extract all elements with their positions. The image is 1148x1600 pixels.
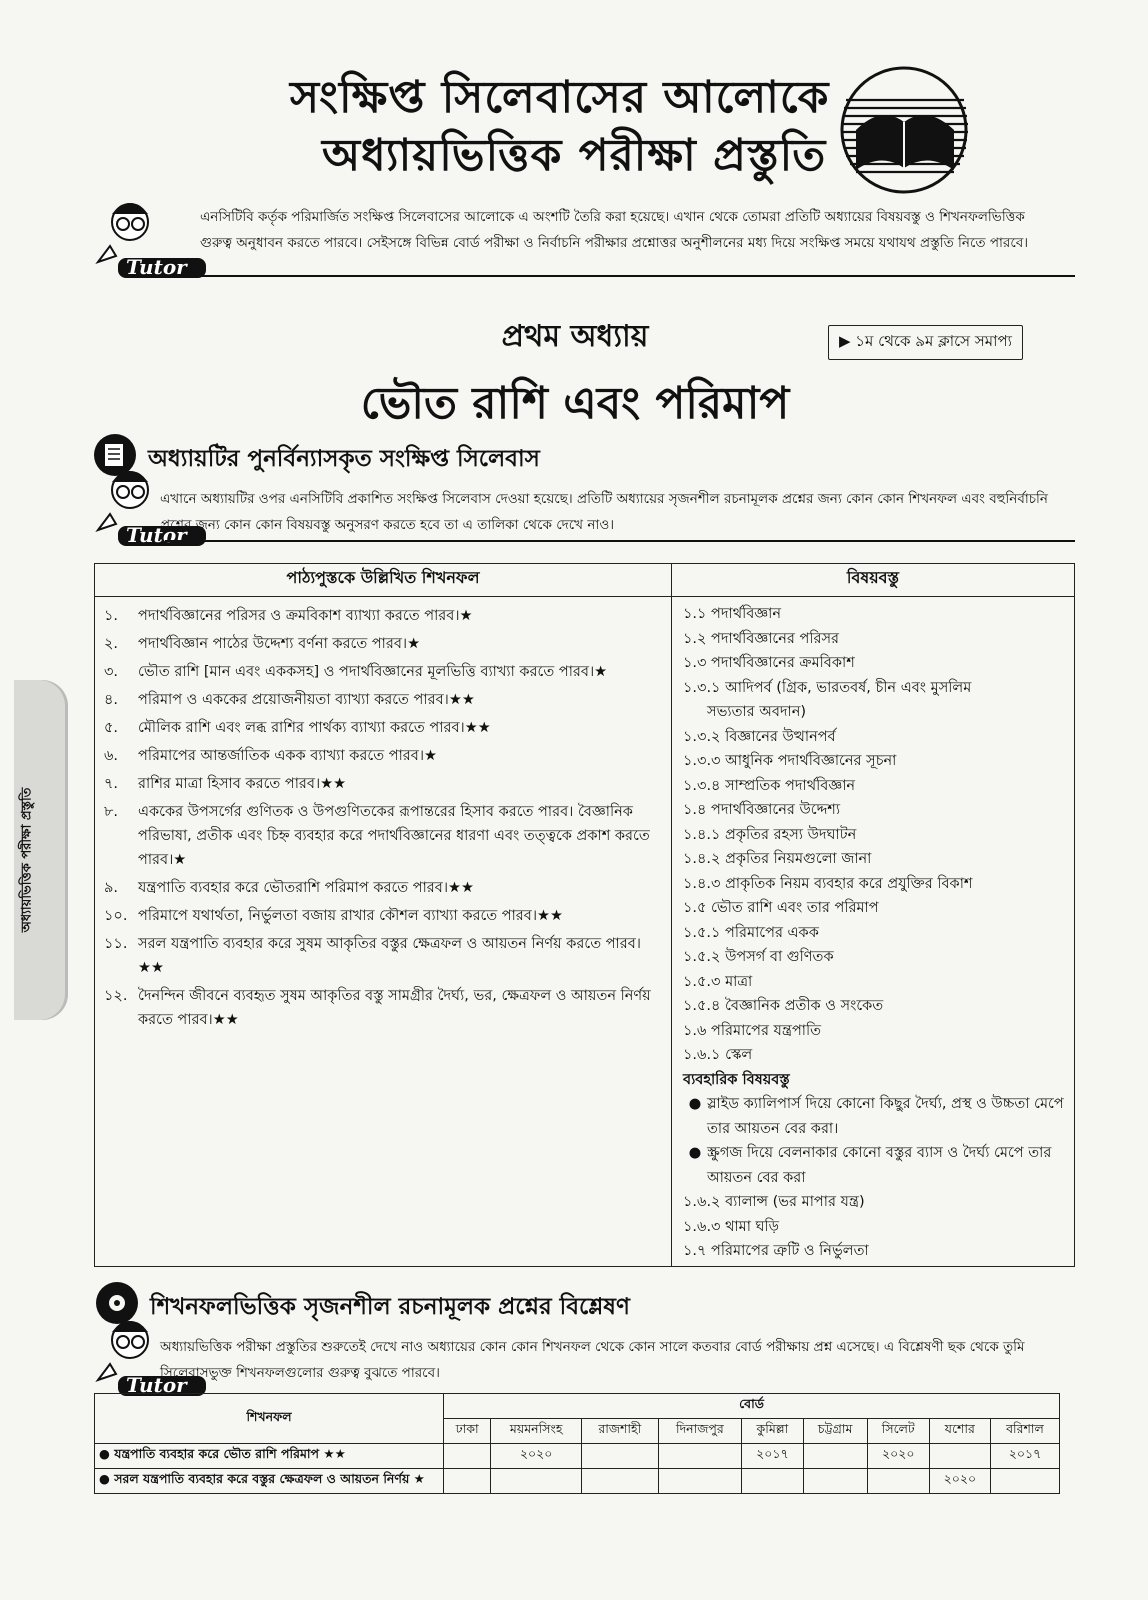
content-list	[673, 598, 1073, 1264]
syllabus-intro: এখানে অধ্যায়টির ওপর এনসিটিবি প্রকাশিত সংক্ষিপ্ত সিলেবাস দেওয়া হয়েছে। প্রতিটি অধ্যায়ের সৃজনশীল রচনামূলক প্রশ্নের জন্য কোন কোন শিখনফল এবং বহুনির্বাচনি প্রশ্নের জন্য কোন কোন বিষয়বস্তু অনুসরণ করতে হবে তা এ তালিকা থেকে দেখে নাও।	[160, 491, 1048, 533]
outcome-item	[104, 876, 662, 900]
header-intro: এনসিটিবি কর্তৃক পরিমার্জিত সংক্ষিপ্ত সিলেবাসের আলোকে এ অংশটি তৈরি করা হয়েছে। এখান থেকে তোমরা প্রতিটি অধ্যায়ের বিষয়বস্তু ও শিখনফলভিত্তিক গুরুত্ব অনুধাবন করতে পারবে। সেইসঙ্গে বিভিন্ন বোর্ড পরীক্ষা ও নির্বাচনি পরীক্ষার প্রশ্নোত্তর অনুশীলনের মধ্য দিয়ে সংক্ষিপ্ত সময়ে যথাযথ প্রস্তুতি নিতে পারবে।	[200, 209, 1029, 251]
year-cell	[803, 1469, 867, 1494]
year-cell	[582, 1469, 659, 1494]
outcome-text: রাশির মাত্রা হিসাব করতে পারব।★★	[138, 776, 347, 792]
outcome-number: ২.	[104, 636, 119, 652]
content-item: ১.৪ পদার্থবিজ্ঞানের উদ্দেশ্য	[683, 802, 841, 818]
outcomes-column-header: পাঠ্যপুস্তকে উল্লিখিত শিখনফল	[95, 564, 672, 597]
outcome-item	[104, 744, 662, 768]
year-cell: ২০২০	[867, 1444, 929, 1469]
outcome-item	[104, 716, 662, 740]
outcome-number: ৭.	[104, 776, 119, 792]
year-cell	[929, 1444, 990, 1469]
outcome-column-header: শিখনফল	[95, 1394, 444, 1444]
outcome-text: ভৌত রাশি [মান এবং এককসহ] ও পদার্থবিজ্ঞানের মূলভিত্তি ব্যাখ্যা করতে পারব।★	[138, 664, 608, 680]
outcome-text: পদার্থবিজ্ঞানের পরিসর ও ক্রমবিকাশ ব্যাখ্যা করতে পারব।★	[138, 608, 473, 624]
table-row	[95, 1469, 1060, 1494]
year-cell: ২০১৭	[742, 1444, 803, 1469]
content-item: ১.৬.৩ থামা ঘড়ি	[683, 1218, 780, 1235]
content-item: ১.৬.২ ব্যালান্স (ভর মাপার যন্ত্র)	[683, 1194, 865, 1210]
outcome-number: ৮.	[104, 804, 119, 820]
year-cell	[867, 1469, 929, 1494]
board-name: সিলেট	[867, 1419, 929, 1444]
outcome-item	[104, 632, 662, 656]
content-item: ১.৫.২ উপসর্গ বা গুণিতক	[683, 949, 834, 965]
outcome-cell: ● যন্ত্রপাতি ব্যবহার করে ভৌত রাশি পরিমাপ ★★	[95, 1444, 444, 1469]
content-item: ১.৭ পরিমাপের ত্রুটি ও নির্ভুলতা	[683, 1243, 869, 1259]
outcome-item	[104, 772, 662, 796]
outcome-number: ৬.	[104, 748, 119, 764]
outcome-item	[104, 604, 662, 628]
side-tab-label: অধ্যায়ভিত্তিক পরীক্ষা প্রস্তুতি	[19, 787, 35, 933]
bullet-icon: ●	[688, 1096, 702, 1112]
content-item: ১.৪.২ প্রকৃতির নিয়মগুলো জানা	[683, 851, 872, 867]
outcome-text: যন্ত্রপাতি ব্যবহার করে ভৌতরাশি পরিমাপ করতে পারব।★★	[138, 880, 475, 896]
open-book-emblem-icon	[836, 60, 976, 200]
outcomes-list	[96, 598, 670, 1032]
content-item: ১.৩.১ আদিপর্ব (গ্রিক, ভারতবর্ষ, চীন এবং মুসলিম	[683, 679, 972, 696]
year-cell	[742, 1469, 803, 1494]
content-item: ১.৬.১ স্কেল	[683, 1047, 753, 1063]
outcome-number: ৪.	[104, 692, 119, 708]
analysis-heading: শিখনফলভিত্তিক সৃজনশীল রচনামূলক প্রশ্নের বিশ্লেষণ	[150, 1294, 630, 1320]
outcome-number: ১১.	[104, 936, 128, 952]
header-rule	[165, 275, 1075, 277]
outcome-text: পরিমাপে যথার্থতা, নির্ভুলতা বজায় রাখার কৌশল ব্যাখ্যা করতে পারব।★★	[138, 908, 564, 924]
board-name: ময়মনসিংহ	[491, 1419, 582, 1444]
board-name: বরিশাল	[990, 1419, 1059, 1444]
content-item: ১.৩ পদার্থবিজ্ঞানের ক্রমবিকাশ	[683, 655, 855, 671]
outcome-number: ৯.	[104, 880, 119, 896]
outcome-item	[104, 984, 662, 1032]
content-column-header: বিষয়বস্তু	[672, 564, 1075, 597]
tutor-label: Tutor	[126, 523, 187, 547]
board-analysis-table	[94, 1393, 1060, 1494]
board-name: কুমিল্লা	[742, 1419, 803, 1444]
outcome-number: ১২.	[104, 988, 128, 1004]
chapter-scope-badge: ▶ ১ম থেকে ৯ম ক্লাসে সমাপ্য	[828, 325, 1023, 360]
year-cell	[658, 1469, 742, 1494]
outcome-text: দৈনন্দিন জীবনে ব্যবহৃত সুষম আকৃতির বস্তু সামগ্রীর দৈর্ঘ্য, ভর, ক্ষেত্রফল ও আয়তন নির্ণয় করতে পারব।★★	[138, 988, 651, 1028]
table-row	[95, 1444, 1060, 1469]
syllabus-heading: অধ্যায়টির পুনর্বিন্যাসকৃত সংক্ষিপ্ত সিলেবাস	[148, 446, 540, 472]
outcome-number: ৫.	[104, 720, 119, 736]
content-item: ১.৫ ভৌত রাশি এবং তার পরিমাপ	[683, 900, 879, 916]
outcome-number: ১.	[104, 608, 119, 624]
tutor-label: Tutor	[126, 255, 187, 279]
year-cell: ২০২০	[491, 1444, 582, 1469]
page-title-line2: অধ্যায়ভিত্তিক পরীক্ষা প্রস্তুতি	[322, 130, 827, 181]
content-item: ১.৩.৪ সাম্প্রতিক পদার্থবিজ্ঞান	[683, 777, 856, 794]
board-name: ঢাকা	[444, 1419, 491, 1444]
content-item: ১.১ পদার্থবিজ্ঞান	[683, 606, 782, 622]
board-name: চট্টগ্রাম	[803, 1419, 867, 1444]
content-item: ১.৩.৩ আধুনিক পদার্থবিজ্ঞানের সূচনা	[683, 753, 897, 769]
outcome-text: এককের উপসর্গের গুণিতক ও উপগুণিতকের রূপান্তরের হিসাব করতে পারব। বৈজ্ঞানিক পরিভাষা, প্রতীক এবং চিহ্ন ব্যবহার করে পদার্থবিজ্ঞানের ধারণা এবং তত্ত্বকে প্রকাশ করতে পারব।★	[138, 804, 650, 868]
bullet-icon: ●	[688, 1145, 702, 1161]
chapter-title: ভৌত রাশি এবং পরিমাপ	[360, 378, 790, 429]
content-bullet-text: স্লাইড ক্যালিপার্স দিয়ে কোনো কিছুর দৈর্ঘ্য, প্রস্থ ও উচ্চতা মেপে তার আয়তন বের করা।	[707, 1096, 1064, 1137]
content-bullet-item	[683, 1141, 1065, 1190]
outcome-text: সরল যন্ত্রপাতি ব্যবহার করে সুষম আকৃতির বস্তুর ক্ষেত্রফল ও আয়তন নির্ণয় করতে পারব।★★	[138, 936, 641, 976]
year-cell	[582, 1444, 659, 1469]
board-column-header: বোর্ড	[444, 1394, 1060, 1419]
board-name: যশোর	[929, 1419, 990, 1444]
outcome-item	[104, 800, 662, 872]
content-item: ১.৫.৩ মাত্রা	[683, 973, 753, 990]
content-bullet-item	[683, 1092, 1065, 1141]
outcome-text: পরিমাপ ও এককের প্রয়োজনীয়তা ব্যাখ্যা করতে পারব।★★	[138, 692, 475, 708]
year-cell	[444, 1444, 491, 1469]
content-item: ১.৩.২ বিজ্ঞানের উত্থানপর্ব	[683, 728, 836, 745]
year-cell	[658, 1444, 742, 1469]
outcome-item	[104, 688, 662, 712]
content-item: ১.৫.১ পরিমাপের একক	[683, 924, 819, 941]
content-item: ১.২ পদার্থবিজ্ঞানের পরিসর	[683, 630, 839, 647]
content-item: ১.৬ পরিমাপের যন্ত্রপাতি	[683, 1022, 822, 1039]
year-cell	[444, 1469, 491, 1494]
outcome-item	[104, 932, 662, 980]
outcome-cell: ● সরল যন্ত্রপাতি ব্যবহার করে বস্তুর ক্ষেত্রফল ও আয়তন নির্ণয় ★	[95, 1469, 444, 1494]
analysis-intro: অধ্যায়ভিত্তিক পরীক্ষা প্রস্তুতির শুরুতেই দেখে নাও অধ্যায়ের কোন কোন শিখনফল থেকে কোন সালে কতবার বোর্ড পরীক্ষায় প্রশ্ন এসেছে। এ বিশ্লেষণী ছক থেকে তুমি সিলেবাসভুক্ত শিখনফলগুলোর গুরুত্ব বুঝতে পারবে।	[160, 1339, 1025, 1381]
year-cell	[990, 1469, 1059, 1494]
content-item: ১.৪.১ প্রকৃতির রহস্য উদঘাটন	[683, 826, 857, 843]
year-cell: ২০১৭	[990, 1444, 1059, 1469]
page-title-line1: সংক্ষিপ্ত সিলেবাসের আলোকে	[290, 72, 830, 123]
outcome-item	[104, 904, 662, 928]
content-item: ১.৫.৪ বৈজ্ঞানিক প্রতীক ও সংকেত	[683, 998, 884, 1014]
tutor-label: Tutor	[126, 1373, 187, 1397]
outcome-number: ১০.	[104, 908, 128, 924]
outcome-number: ৩.	[104, 664, 119, 680]
content-item: ১.৪.৩ প্রাকৃতিক নিয়ম ব্যবহার করে প্রযুক্তির বিকাশ	[683, 875, 973, 892]
year-cell	[491, 1469, 582, 1494]
board-name: দিনাজপুর	[658, 1419, 742, 1444]
outcome-text: পরিমাপের আন্তর্জাতিক একক ব্যাখ্যা করতে পারব।★	[138, 748, 438, 764]
content-item: সভ্যতার অবদান)	[707, 704, 807, 720]
outcome-text: মৌলিক রাশি এবং লব্ধ রাশির পার্থক্য ব্যাখ্যা করতে পারব।★★	[138, 720, 491, 736]
syllabus-rule	[165, 540, 1075, 542]
outcome-text: পদার্থবিজ্ঞান পাঠের উদ্দেশ্য বর্ণনা করতে পারব।★	[138, 636, 421, 652]
content-bullet-text: স্ক্রুগজ দিয়ে বেলনাকার কোনো বস্তুর ব্যাস ও দৈর্ঘ্য মেপে তার আয়তন বের করা	[707, 1145, 1052, 1186]
syllabus-table	[94, 563, 1075, 1267]
content-subheading: ব্যবহারিক বিষয়বস্তু	[683, 1071, 790, 1088]
board-name: রাজশাহী	[582, 1419, 659, 1444]
year-cell	[803, 1444, 867, 1469]
year-cell: ২০২০	[929, 1469, 990, 1494]
outcome-item	[104, 660, 662, 684]
chapter-label: প্রথম অধ্যায়	[501, 319, 649, 354]
